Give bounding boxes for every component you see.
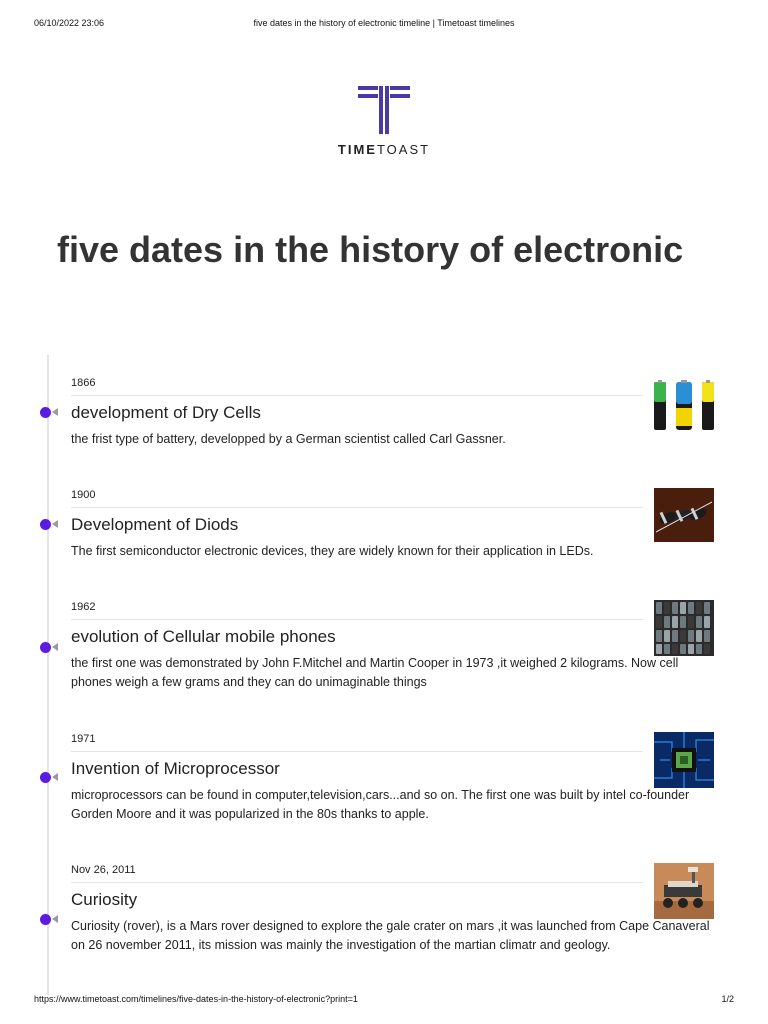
timetoast-logo-icon [358,86,410,134]
event-divider [71,882,643,883]
print-header [34,18,734,30]
event-date: 1971 [71,733,96,745]
brand-wordmark [0,142,768,157]
timeline-dot-icon [40,519,51,530]
event-title[interactable]: Invention of Microprocessor [71,759,280,778]
timeline-line [47,355,49,995]
event-divider [71,395,643,396]
event-title[interactable]: development of Dry Cells [71,403,261,422]
event-date: 1866 [71,377,96,389]
event-description: the first one was demonstrated by John F.Mitchel and Martin Cooper in 1973 ,it weighed 2 kilograms. Now cell phones weigh a few grams and they can do unimaginable things [71,656,679,689]
diodes-image[interactable] [654,488,714,542]
event-date: 1962 [71,601,96,613]
batteries-image[interactable] [654,380,714,434]
timeline-dot-icon [40,642,51,653]
page-number: 1/2 [721,994,734,1004]
timeline-pointer-icon [52,773,58,781]
event-description: The first semiconductor electronic devices, they are widely known for their application in LEDs. [71,544,594,558]
print-datetime: 06/10/2022 23:06 [34,18,105,28]
print-page-title: five dates in the history of electronic timeline | Timetoast timelines [253,18,515,28]
timetoast-logo[interactable] [0,86,768,157]
event-title[interactable]: Curiosity [71,890,138,909]
timeline-pointer-icon [52,520,58,528]
mars-rover-image[interactable] [654,863,714,919]
event-description: microprocessors can be found in computer,television,cars...and so on. The first one was built by intel co-founder Gorden Moore and it was popularized in the 80s thanks to apple. [71,788,690,821]
event-divider [71,507,643,508]
event-divider [71,751,643,752]
timeline-pointer-icon [52,408,58,416]
event-divider [71,619,643,620]
timeline-dot-icon [40,914,51,925]
event-date: Nov 26, 2011 [71,864,136,876]
event-date: 1900 [71,489,96,501]
timeline-dot-icon [40,772,51,783]
mobile-phones-image[interactable] [654,600,714,656]
brand-name-light: TOAST [376,142,431,157]
timeline [0,355,768,995]
microprocessor-image[interactable] [654,732,714,788]
timeline-pointer-icon [52,643,58,651]
event-title[interactable]: evolution of Cellular mobile phones [71,627,336,646]
brand-name-bold: TIME [337,142,377,157]
timeline-dot-icon [40,407,51,418]
event-description: Curiosity (rover), is a Mars rover designed to explore the gale crater on mars ,it was launched from Cape Canaveral on 26 november 2011, its mission was mainly the investigation of the martian climatr and geology. [71,919,710,952]
timeline-pointer-icon [52,915,58,923]
page-url[interactable]: https://www.timetoast.com/timelines/five-dates-in-the-history-of-electronic?print=1 [34,994,358,1004]
event-title[interactable]: Development of Diods [71,515,239,534]
print-footer [34,994,734,1006]
event-description: the frist type of battery, developped by a German scientist called Carl Gassner. [71,432,506,446]
page-title: five dates in the history of electronic [57,229,684,270]
